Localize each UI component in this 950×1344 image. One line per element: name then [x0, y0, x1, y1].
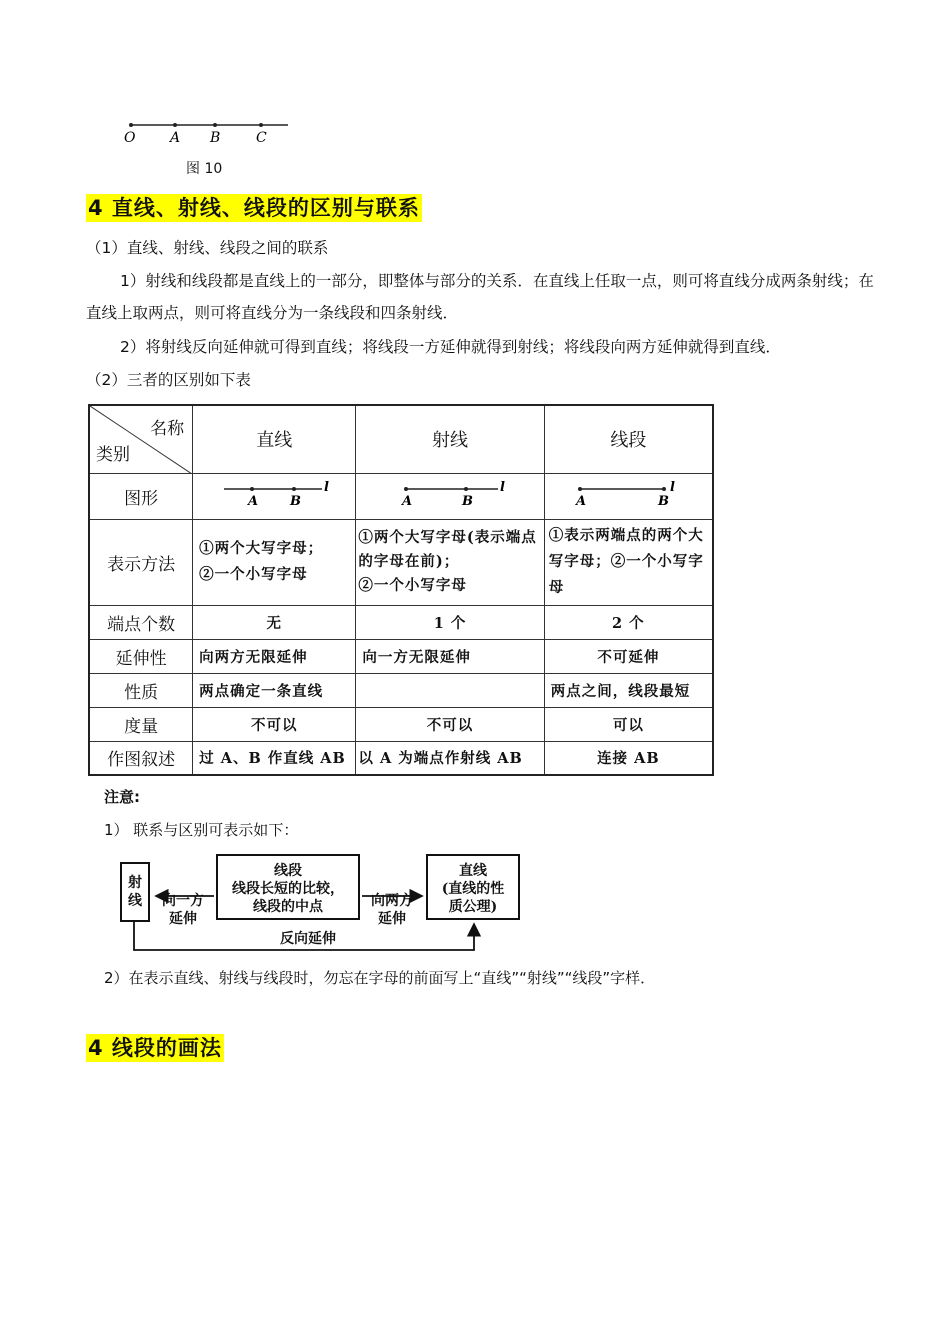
line-figure-svg [214, 479, 334, 509]
line-box-line-3: 质公理) [448, 899, 498, 915]
table-row [89, 673, 713, 707]
figure-caption: 图 10 [186, 161, 223, 177]
segment-endpoints: 2 个 [544, 605, 713, 639]
subheading-difference-table: （2）三者的区别如下表 [86, 371, 251, 389]
segment-drawing: 连接 AB [544, 741, 713, 775]
line-box-title: 直线 [459, 863, 487, 879]
section-heading-difference: 4 直线、射线、线段的区别与联系 [88, 196, 420, 220]
column-header-line: 直线 [193, 405, 356, 473]
comparison-table [88, 404, 714, 776]
arrow-label-one-direction [154, 892, 212, 928]
arrow-label-reverse: 反向延伸 [280, 931, 336, 947]
note-item-1: 1） 联系与区别可表示如下： [104, 821, 299, 839]
row-label-extension: 延伸性 [89, 639, 193, 673]
relation-diagram [118, 850, 528, 960]
table-row [89, 639, 713, 673]
ray-label-a: A [402, 494, 413, 509]
corner-label-category: 类别 [96, 444, 130, 465]
point-label-c: C [256, 130, 267, 146]
segment-figure [544, 473, 713, 519]
line-label-a: A [248, 494, 259, 509]
table-corner-cell [89, 405, 193, 473]
line-box [426, 854, 520, 920]
ray-notation [356, 519, 544, 605]
segment-box [216, 854, 360, 920]
note-item-2: 2）在表示直线、射线与线段时，勿忘在字母的前面写上“直线”“射线”“线段”字样． [104, 969, 656, 987]
segment-box-title: 线段 [274, 863, 302, 879]
table-row [89, 741, 713, 775]
line-box-line-2: (直线的性 [441, 881, 505, 897]
line-measure: 不可以 [193, 707, 356, 741]
row-label-drawing: 作图叙述 [89, 741, 193, 775]
ray-property [356, 673, 544, 707]
segment-box-line-2: 线段长短的比较， [232, 881, 344, 897]
line-notation [193, 519, 356, 605]
table-row [89, 707, 713, 741]
row-label-figure: 图形 [89, 473, 193, 519]
line-property: 两点确定一条直线 [193, 673, 356, 707]
ray-label-l: l [500, 480, 505, 495]
row-label-measure: 度量 [89, 707, 193, 741]
arrow-label-two-directions-2: 延伸 [378, 911, 406, 927]
point-label-b: B [210, 130, 221, 146]
segment-box-line-3: 线段的中点 [253, 899, 323, 915]
arrow-label-two-directions [362, 892, 422, 928]
segment-notation-1: ①表示两端点的两个大写字母；②一个小写字母 [548, 527, 704, 596]
line-endpoints: 无 [193, 605, 356, 639]
segment-extension: 不可延伸 [544, 639, 713, 673]
section-heading-drawing-segment: 4 线段的画法 [88, 1036, 222, 1060]
segment-label-b: B [658, 494, 670, 509]
arrow-label-one-direction-1: 向一方 [162, 893, 204, 909]
point-label-o: O [124, 130, 136, 146]
column-header-segment: 线段 [544, 405, 713, 473]
line-drawing: 过 A、B 作直线 AB [193, 741, 356, 775]
table-row [89, 519, 713, 605]
arrow-label-one-direction-2: 延伸 [169, 911, 197, 927]
figure-10-line [118, 112, 298, 152]
row-label-endpoints: 端点个数 [89, 605, 193, 639]
ray-label-b: B [462, 494, 474, 509]
ray-notation-2: ②一个小写字母 [358, 577, 467, 594]
paragraph-relation-1: 1）射线和线段都是直线上的一部分，即整体与部分的关系．在直线上任取一点，则可将直线分成两条射线；在直线上取两点，则可将直线分为一条线段和四条射线． [86, 272, 874, 322]
segment-label-a: A [576, 494, 587, 509]
line-label-l: l [324, 480, 330, 495]
point-label-a: A [170, 130, 181, 146]
segment-property: 两点之间，线段最短 [544, 673, 713, 707]
arrow-label-two-directions-1: 向两方 [371, 893, 413, 909]
table-row [89, 605, 713, 639]
ray-figure [356, 473, 544, 519]
ray-endpoints: 1 个 [356, 605, 544, 639]
ray-extension: 向一方无限延伸 [356, 639, 544, 673]
table-header-row [89, 405, 713, 473]
ray-drawing: 以 A 为端点作射线 AB [356, 741, 544, 775]
corner-label-name: 名称 [150, 419, 185, 439]
segment-label-l: l [670, 480, 676, 495]
ray-box-char-1: 射 [128, 875, 142, 891]
column-header-ray: 射线 [356, 405, 544, 473]
row-label-notation: 表示方法 [89, 519, 193, 605]
ray-box [120, 862, 150, 922]
paragraph-relation-2: 2）将射线反向延伸就可得到直线；将线段一方延伸就得到射线；将线段向两方延伸就得到直线． [120, 338, 781, 356]
line-notation-2: ②一个小写字母 [199, 566, 308, 583]
table-row [89, 473, 713, 519]
ray-figure-svg [390, 479, 510, 509]
segment-figure-svg [568, 479, 688, 509]
note-title: 注意: [104, 788, 140, 806]
ray-box-char-2: 线 [128, 893, 142, 909]
line-label-b: B [290, 494, 302, 509]
segment-measure: 可以 [544, 707, 713, 741]
line-notation-1: ①两个大写字母； [199, 540, 324, 557]
row-label-property: 性质 [89, 673, 193, 707]
subheading-relation: （1）直线、射线、线段之间的联系 [86, 239, 329, 257]
segment-notation [544, 519, 713, 605]
line-figure [193, 473, 356, 519]
ray-measure: 不可以 [356, 707, 544, 741]
line-extension: 向两方无限延伸 [193, 639, 356, 673]
ray-notation-1: ①两个大写字母(表示端点的字母在前)； [358, 529, 537, 570]
